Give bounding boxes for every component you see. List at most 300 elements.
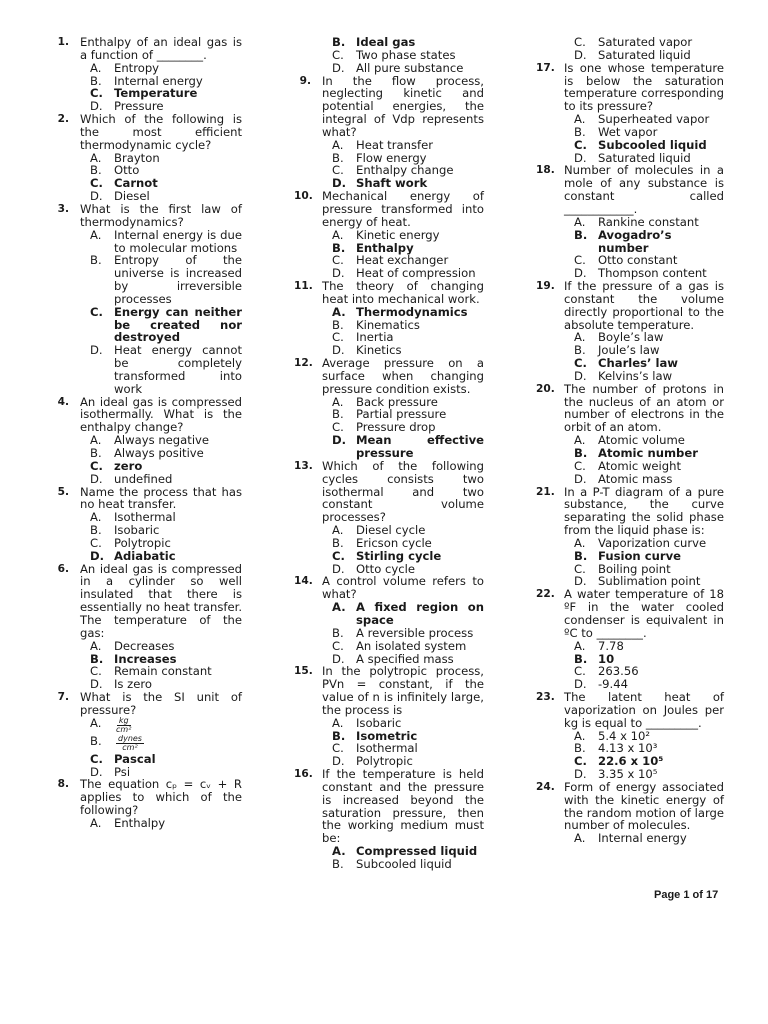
- option-letter: A.: [332, 600, 346, 615]
- option-letter: A.: [332, 844, 346, 859]
- option-text: Entropy of the universe is increased by irreversible processes: [114, 253, 242, 306]
- option-letter: A.: [90, 60, 102, 75]
- option-text: Back pressure: [356, 394, 438, 409]
- question-stem: Which of the following cycles consists two isothermal and two constant volume processes?: [322, 458, 484, 525]
- option-text: Enthalpy: [356, 240, 414, 255]
- option-text: Decreases: [114, 638, 175, 653]
- answer-option-correct: [574, 229, 724, 255]
- question-number: 12.: [294, 357, 313, 370]
- question-stem: If the temperature is held constant and the pressure is increased beyond the saturation pressure, then the working medium must be:: [322, 767, 484, 846]
- option-letter: D.: [332, 60, 345, 75]
- option-letter: C.: [90, 304, 103, 319]
- option-text: Charles’ law: [598, 356, 678, 371]
- option-letter: A.: [90, 433, 102, 448]
- answer-option: [90, 164, 242, 177]
- option-letter: C.: [90, 458, 103, 473]
- option-letter: A.: [332, 394, 344, 409]
- option-letter: A.: [574, 728, 586, 743]
- option-letter: A.: [90, 715, 102, 730]
- option-text: Subcooled liquid: [356, 857, 452, 871]
- answer-option-correct: [574, 653, 724, 666]
- option-text: 4.13 x 10³: [598, 741, 658, 756]
- option-text: Fusion curve: [598, 548, 681, 563]
- question-stem: The latent heat of vaporization on Joules per kg is equal to _________.: [564, 690, 724, 730]
- option-letter: A.: [90, 227, 102, 242]
- answer-option-correct: [90, 550, 242, 563]
- option-text: Boiling point: [598, 561, 671, 576]
- answer-options: [564, 730, 724, 781]
- question-item: [536, 691, 724, 781]
- option-text: undefined: [114, 471, 173, 486]
- option-letter: B.: [332, 317, 344, 332]
- question-stem: If the pressure of a gas is constant the volume directly proportional to the absolute temperature.: [564, 279, 724, 332]
- question-number: 13.: [294, 459, 313, 472]
- option-letter: A.: [90, 638, 102, 653]
- question-item: [536, 588, 724, 691]
- option-text: Adiabatic: [114, 548, 176, 563]
- option-text: Isothermal: [356, 741, 418, 756]
- answer-option: [574, 768, 724, 781]
- answer-option: [90, 665, 242, 678]
- option-letter: D.: [90, 764, 103, 779]
- option-letter: D.: [574, 266, 587, 281]
- answer-option: [332, 319, 484, 332]
- option-letter: D.: [332, 343, 345, 358]
- answer-options: [564, 113, 724, 164]
- question-number: 3.: [57, 202, 69, 215]
- option-text: Thompson content: [598, 266, 707, 281]
- option-letter: A.: [90, 510, 102, 525]
- question-number: 4.: [57, 395, 69, 408]
- option-letter: B.: [574, 343, 586, 358]
- question-number: 22.: [536, 588, 555, 601]
- answer-options: [564, 36, 724, 62]
- option-text: A reversible process: [356, 625, 474, 640]
- option-text: Isothermal: [114, 510, 176, 525]
- answer-options: [564, 640, 724, 691]
- question-number: 19.: [536, 280, 555, 293]
- question-number: 17.: [536, 61, 555, 74]
- option-letter: C.: [574, 754, 587, 769]
- option-text: Heat of compression: [356, 266, 476, 281]
- option-letter: A.: [332, 227, 344, 242]
- option-text: Remain constant: [114, 664, 212, 679]
- column-3: [536, 36, 724, 845]
- answer-options: [80, 62, 242, 113]
- option-letter: B.: [90, 73, 102, 88]
- question-stem: Average pressure on a surface when changing pressure condition exists.: [322, 356, 484, 396]
- option-text: Carnot: [114, 176, 158, 191]
- option-text: Kelvins’s law: [598, 368, 673, 383]
- option-text: Is zero: [114, 677, 152, 692]
- question-item: [52, 113, 242, 203]
- option-letter: C.: [90, 664, 102, 679]
- question-item: [294, 357, 484, 460]
- answer-option: [574, 832, 724, 845]
- option-text: Isometric: [356, 728, 418, 743]
- option-text: 5.4 x 10²: [598, 728, 651, 743]
- option-text: Temperature: [114, 86, 198, 101]
- option-letter: A.: [574, 831, 586, 846]
- question-item: [52, 396, 242, 486]
- option-letter: B.: [574, 227, 588, 242]
- answer-options: [80, 717, 242, 779]
- question-stem: The theory of changing heat into mechanical work.: [322, 279, 484, 306]
- option-text: Enthalpy change: [356, 163, 454, 178]
- option-letter: B.: [90, 163, 102, 178]
- question-number: 16.: [294, 768, 313, 781]
- option-letter: D.: [90, 471, 103, 486]
- option-letter: C.: [574, 35, 586, 49]
- option-letter: C.: [332, 47, 344, 62]
- option-text: Flow energy: [356, 150, 427, 165]
- answer-option: [574, 49, 724, 62]
- question-stem: The equation cₚ = cᵥ + R applies to which of the following?: [80, 777, 242, 818]
- option-letter: A.: [332, 523, 344, 538]
- option-letter: A.: [90, 150, 102, 165]
- option-text: An isolated system: [356, 638, 467, 653]
- question-item: [536, 36, 724, 62]
- option-letter: A.: [574, 433, 586, 448]
- question-stem: Is one whose temperature is below the saturation temperature corresponding to its pressure?: [564, 60, 724, 114]
- option-letter: A.: [574, 330, 586, 345]
- answer-option-correct: [90, 753, 242, 766]
- page-number: Page 1 of 17: [654, 889, 719, 901]
- option-text: Stirling cycle: [356, 548, 442, 563]
- answer-options: [80, 511, 242, 562]
- option-text: Atomic mass: [598, 471, 673, 486]
- option-letter: D.: [574, 677, 587, 692]
- question-number: 5.: [57, 485, 69, 498]
- option-letter: D.: [90, 677, 103, 692]
- question-item: [294, 190, 484, 280]
- fraction-denominator: cm²: [116, 725, 132, 735]
- option-text: 10: [598, 651, 615, 666]
- option-letter: B.: [90, 651, 104, 666]
- option-letter: B.: [332, 150, 344, 165]
- option-letter: D.: [574, 150, 587, 165]
- option-text: Otto cycle: [356, 561, 415, 576]
- option-text: Enthalpy: [114, 815, 166, 830]
- option-text: Atomic volume: [598, 433, 685, 448]
- fraction-numerator: kg: [118, 715, 129, 725]
- option-text: Avogadro’s number: [598, 227, 672, 255]
- answer-options: [564, 832, 724, 845]
- answer-option-correct: [90, 177, 242, 190]
- question-number: 24.: [536, 780, 555, 793]
- option-letter: D.: [332, 754, 345, 769]
- option-letter: D.: [90, 99, 103, 114]
- option-letter: C.: [574, 664, 586, 679]
- answer-options: [80, 817, 242, 830]
- option-letter: C.: [332, 548, 345, 563]
- fraction-denominator: cm²: [122, 743, 138, 753]
- question-number: 7.: [57, 691, 69, 704]
- option-letter: A.: [332, 304, 346, 319]
- question-stem: In the polytropic process, PVn = constant, if the value of n is infinitely large, the process is: [322, 664, 484, 717]
- option-letter: D.: [90, 189, 103, 204]
- option-text: Internal energy: [114, 73, 203, 88]
- option-text: Pressure drop: [356, 420, 436, 435]
- question-item: [294, 280, 484, 357]
- option-letter: C.: [332, 163, 344, 178]
- answer-option: [90, 817, 242, 830]
- answer-options: [322, 36, 484, 75]
- option-letter: B.: [332, 625, 344, 640]
- option-text: 22.6 x 10⁵: [598, 754, 664, 769]
- option-text: Boyle’s law: [598, 330, 664, 345]
- option-text: Kinetics: [356, 343, 402, 358]
- question-stem: The number of protons in the nucleus of an atom or number of electrons in the orbit of an atom.: [564, 381, 724, 435]
- option-text: Energy can neither be created nor destroyed: [114, 304, 242, 345]
- question-stem: Form of energy associated with the kinetic energy of the random motion of large number of molecules.: [564, 779, 724, 833]
- option-letter: B.: [90, 253, 102, 268]
- question-item: [294, 460, 484, 576]
- answer-option: [332, 331, 484, 344]
- question-number: 15.: [294, 665, 313, 678]
- question-item: [536, 781, 724, 845]
- option-letter: D.: [574, 767, 587, 782]
- question-item: [536, 486, 724, 589]
- answer-option: [90, 229, 242, 255]
- question-number: 23.: [536, 691, 555, 704]
- option-letter: D.: [332, 176, 347, 191]
- option-letter: D.: [90, 548, 105, 563]
- question-number: 10.: [294, 190, 313, 203]
- answer-options: [322, 306, 484, 357]
- option-text: Saturated liquid: [598, 150, 691, 165]
- option-text: Diesel cycle: [356, 523, 426, 538]
- option-letter: C.: [574, 458, 586, 473]
- option-text: Thermodynamics: [356, 304, 468, 319]
- option-letter: D.: [574, 47, 587, 62]
- option-text: Otto: [114, 163, 140, 178]
- option-fraction: [116, 717, 131, 735]
- option-text: Entropy: [114, 60, 160, 75]
- answer-option: [90, 152, 242, 165]
- answer-options: [80, 152, 242, 203]
- option-letter: B.: [574, 124, 586, 139]
- option-letter: C.: [332, 253, 344, 268]
- question-item: [52, 563, 242, 691]
- option-letter: B.: [90, 446, 102, 460]
- option-letter: C.: [90, 176, 103, 191]
- option-text: zero: [114, 458, 143, 473]
- option-text: Internal energy is due to molecular motions: [114, 227, 242, 255]
- option-text: Rankine constant: [598, 214, 699, 229]
- option-text: Sublimation point: [598, 574, 701, 589]
- option-letter: A.: [332, 715, 344, 730]
- option-text: Ideal gas: [356, 35, 416, 49]
- option-text: 7.78: [598, 638, 624, 653]
- question-item: [536, 62, 724, 165]
- question-stem: In a P-T diagram of a pure substance, the curve separating the solid phase from the liquid phase is:: [564, 484, 724, 538]
- answer-options: [564, 216, 724, 280]
- option-letter: A.: [574, 112, 586, 127]
- option-letter: B.: [90, 733, 102, 748]
- question-stem: What is the first law of thermodynamics?: [80, 201, 242, 229]
- option-text: Superheated vapor: [598, 112, 710, 127]
- question-number: 18.: [536, 164, 555, 177]
- option-text: Pascal: [114, 751, 156, 766]
- question-item: [536, 164, 724, 280]
- option-letter: B.: [332, 857, 344, 871]
- option-letter: C.: [90, 535, 102, 550]
- question-item: [294, 75, 484, 191]
- answer-option-correct: [90, 306, 242, 345]
- question-number: 9.: [299, 74, 311, 87]
- question-number: 6.: [57, 562, 69, 575]
- answer-option: [90, 511, 242, 524]
- answer-option: [574, 370, 724, 383]
- option-text: Subcooled liquid: [598, 137, 707, 152]
- option-text: 263.56: [598, 664, 639, 679]
- question-item: [294, 36, 484, 75]
- question-stem: Enthalpy of an ideal gas is a function of ________.: [80, 35, 242, 62]
- answer-options: [80, 640, 242, 691]
- answer-options: [322, 717, 484, 768]
- option-text: Kinematics: [356, 317, 420, 332]
- option-text: -9.44: [598, 677, 628, 692]
- option-letter: B.: [332, 240, 346, 255]
- question-stem: In the flow process, neglecting kinetic and potential energies, the integral of Vdp represents what?: [322, 73, 484, 139]
- option-text: Kinetic energy: [356, 227, 440, 242]
- option-text: Heat transfer: [356, 137, 433, 152]
- question-item: [52, 36, 242, 113]
- option-letter: D.: [574, 471, 587, 486]
- answer-options: [80, 229, 242, 396]
- option-letter: A.: [574, 638, 586, 653]
- question-stem: Which of the following is the most efficient thermodynamic cycle?: [80, 112, 242, 152]
- option-letter: D.: [332, 433, 347, 448]
- question-item: [294, 665, 484, 768]
- option-text: Shaft work: [356, 176, 428, 191]
- fraction-numerator: dynes: [118, 733, 142, 743]
- option-text: Isobaric: [356, 715, 402, 730]
- option-letter: D.: [90, 343, 103, 358]
- question-item: [52, 486, 242, 563]
- question-number: 11.: [294, 280, 313, 293]
- option-letter: C.: [332, 330, 344, 345]
- option-letter: C.: [90, 86, 103, 101]
- question-stem: An ideal gas is compressed isothermally. What is the enthalpy change?: [80, 394, 242, 435]
- answer-option: [574, 665, 724, 678]
- answer-option-correct: [332, 434, 484, 460]
- question-item: [536, 280, 724, 383]
- option-letter: B.: [332, 35, 346, 49]
- option-text: Internal energy: [598, 831, 687, 846]
- option-letter: D.: [332, 266, 345, 281]
- option-text: Always negative: [114, 433, 210, 448]
- answer-option: [574, 640, 724, 653]
- question-stem: Name the process that has no heat transfer.: [80, 484, 242, 512]
- option-letter: D.: [574, 368, 587, 383]
- question-number: 1.: [57, 36, 69, 48]
- question-number: 14.: [294, 575, 313, 588]
- answer-options: [322, 139, 484, 190]
- answer-option: [574, 473, 724, 486]
- answer-options: [80, 434, 242, 485]
- answer-options: [322, 601, 484, 665]
- option-letter: B.: [332, 728, 346, 743]
- option-text: Psi: [114, 764, 131, 779]
- question-stem: A water temperature of 18 ºF in the water cooled condenser is equivalent in ºC to ________.: [564, 587, 724, 640]
- option-text: Two phase states: [356, 47, 456, 62]
- option-letter: B.: [332, 407, 344, 422]
- option-letter: D.: [332, 651, 345, 666]
- option-text: Ericson cycle: [356, 535, 432, 550]
- answer-option-correct: [332, 601, 484, 627]
- option-text: A specified mass: [356, 651, 454, 666]
- answer-options: [564, 434, 724, 485]
- option-text: Mean effective pressure: [356, 433, 484, 460]
- option-text: Atomic number: [598, 446, 698, 460]
- option-letter: A.: [332, 137, 344, 152]
- column-1: [52, 36, 242, 830]
- answer-option: [90, 447, 242, 460]
- question-stem: An ideal gas is compressed in a cylinder so well insulated that there is essentially no heat transfer. The temperature of the gas:: [80, 561, 242, 640]
- option-text: Pressure: [114, 99, 164, 114]
- option-letter: D.: [332, 561, 345, 576]
- option-text: Always positive: [114, 446, 204, 460]
- option-text: Heat exchanger: [356, 253, 449, 268]
- question-item: [294, 768, 484, 871]
- option-text: All pure substance: [356, 60, 464, 75]
- option-letter: C.: [574, 253, 586, 268]
- question-item: [52, 691, 242, 778]
- option-text: A fixed region on space: [356, 600, 484, 627]
- option-text: Wet vapor: [598, 124, 658, 139]
- column-2: [294, 36, 484, 871]
- question-item: [52, 203, 242, 396]
- question-item: [52, 778, 242, 829]
- option-text: Diesel: [114, 189, 150, 204]
- option-letter: B.: [574, 446, 588, 460]
- question-number: 8.: [57, 778, 69, 791]
- answer-option: [90, 254, 242, 305]
- answer-option: [332, 62, 484, 75]
- option-letter: A.: [574, 535, 586, 550]
- option-text: Saturated liquid: [598, 47, 691, 62]
- option-letter: C.: [574, 356, 587, 371]
- answer-option: [90, 735, 242, 753]
- answer-options: [564, 331, 724, 382]
- option-text: Increases: [114, 651, 177, 666]
- question-stem: What is the SI unit of pressure?: [80, 690, 242, 717]
- option-letter: A.: [90, 815, 102, 830]
- option-letter: D.: [574, 574, 587, 589]
- question-number: 21.: [536, 485, 555, 498]
- option-text: Inertia: [356, 330, 394, 345]
- option-text: Atomic weight: [598, 458, 682, 473]
- question-stem: Number of molecules in a mole of any substance is constant called ____________.: [564, 163, 724, 216]
- option-text: Vaporization curve: [598, 535, 707, 550]
- option-letter: B.: [574, 651, 588, 666]
- option-text: 3.35 x 10⁵: [598, 767, 658, 782]
- option-letter: C.: [90, 751, 103, 766]
- option-letter: B.: [574, 741, 586, 756]
- option-text: Brayton: [114, 150, 160, 165]
- answer-options: [322, 524, 484, 575]
- option-fraction: [116, 735, 144, 753]
- question-stem: Mechanical energy of pressure transformed into energy of heat.: [322, 189, 484, 229]
- question-number: 2.: [57, 113, 69, 126]
- option-text: Saturated vapor: [598, 35, 693, 49]
- option-letter: C.: [574, 137, 587, 152]
- option-text: Polytropic: [356, 754, 413, 769]
- option-text: Isobaric: [114, 523, 160, 538]
- option-text: Heat energy cannot be completely transformed into work: [114, 343, 242, 396]
